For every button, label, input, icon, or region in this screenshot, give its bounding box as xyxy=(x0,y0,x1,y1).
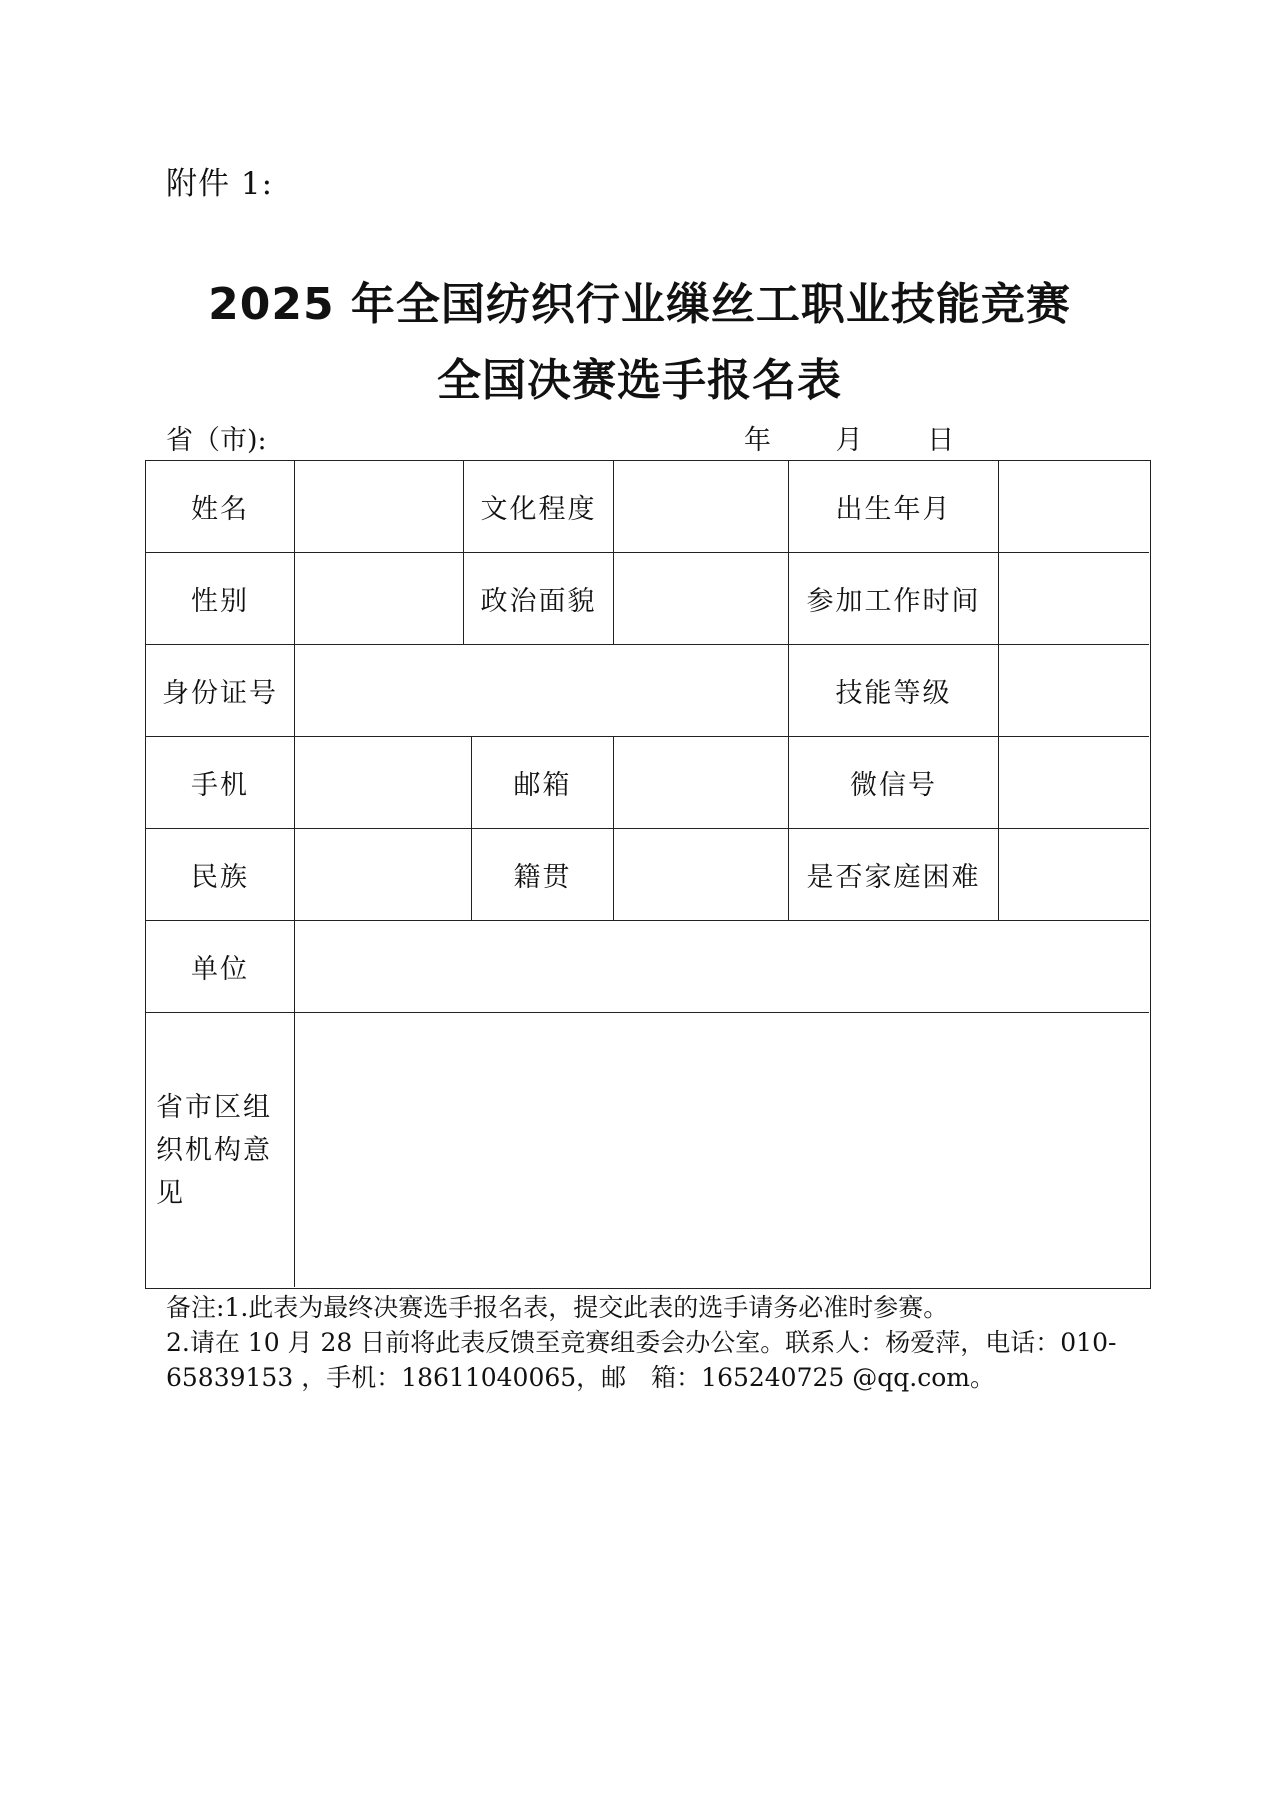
label-wechat: 微信号 xyxy=(789,737,999,829)
label-ethnicity: 民族 xyxy=(146,829,295,921)
date-day-label: 日 xyxy=(927,425,961,456)
form-title-line1: 2025 年全国纺织行业缫丝工职业技能竞赛 xyxy=(208,279,1071,330)
value-id-number[interactable] xyxy=(295,645,789,737)
label-birth: 出生年月 xyxy=(789,461,999,553)
label-opinion-text: 省市区组织机构意见 xyxy=(156,1091,272,1209)
label-gender: 性别 xyxy=(146,553,295,645)
value-opinion[interactable] xyxy=(295,1013,1149,1287)
label-phone: 手机 xyxy=(146,737,295,829)
value-education[interactable] xyxy=(614,461,789,553)
note-line-2: 2.请在 10 月 28 日前将此表反馈至竞赛组委会办公室。联系人：杨爱萍，电话：010- xyxy=(166,1328,1117,1357)
label-unit: 单位 xyxy=(146,921,295,1013)
label-political: 政治面貌 xyxy=(464,553,614,645)
label-opinion xyxy=(146,1013,295,1287)
value-birth[interactable] xyxy=(999,461,1149,553)
label-work-start: 参加工作时间 xyxy=(789,553,999,645)
label-education: 文化程度 xyxy=(464,461,614,553)
value-work-start[interactable] xyxy=(999,553,1149,645)
province-label: 省（市): xyxy=(166,425,267,456)
value-phone[interactable] xyxy=(295,737,472,829)
note-line-1: 备注:1.此表为最终决赛选手报名表，提交此表的选手请务必准时参赛。 xyxy=(166,1293,949,1322)
note-line-3: 65839153 ，手机：18611040065，邮 箱：165240725 @qq.com。 xyxy=(166,1363,995,1392)
value-hardship[interactable] xyxy=(999,829,1149,921)
label-native-place: 籍贯 xyxy=(472,829,614,921)
registration-form-table xyxy=(145,460,1151,1289)
form-title-line2: 全国决赛选手报名表 xyxy=(437,355,842,406)
label-id-number: 身份证号 xyxy=(146,645,295,737)
value-email[interactable] xyxy=(614,737,789,829)
value-gender[interactable] xyxy=(295,553,464,645)
value-skill-level[interactable] xyxy=(999,645,1149,737)
value-wechat[interactable] xyxy=(999,737,1149,829)
value-name[interactable] xyxy=(295,461,464,553)
date-line xyxy=(744,418,986,457)
attachment-label: 附件 1: xyxy=(166,166,274,202)
value-unit[interactable] xyxy=(295,921,1149,1013)
value-ethnicity[interactable] xyxy=(295,829,472,921)
label-skill-level: 技能等级 xyxy=(789,645,999,737)
date-month-label: 月 xyxy=(835,425,869,456)
value-native-place[interactable] xyxy=(614,829,789,921)
label-hardship: 是否家庭困难 xyxy=(789,829,999,921)
value-political[interactable] xyxy=(614,553,789,645)
label-email: 邮箱 xyxy=(472,737,614,829)
notes xyxy=(166,1290,1126,1395)
date-year-label: 年 xyxy=(744,425,777,456)
label-name: 姓名 xyxy=(146,461,295,553)
